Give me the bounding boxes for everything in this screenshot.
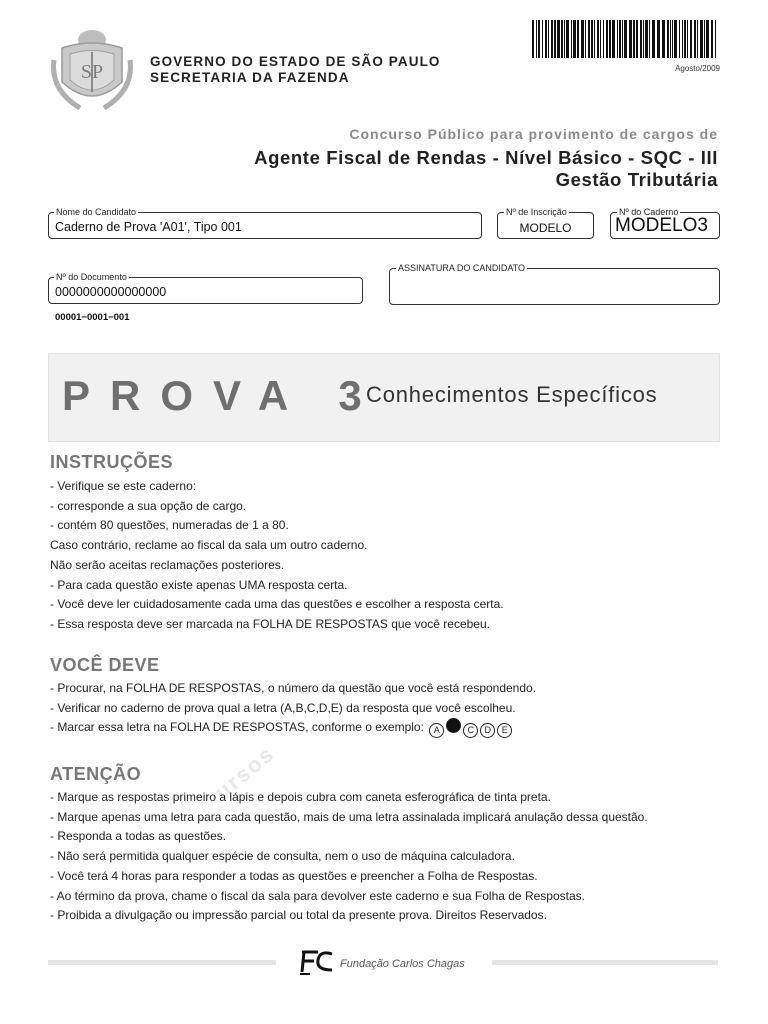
bubble-d-icon: D: [480, 723, 495, 738]
booklet-number-value: MODELO3: [615, 215, 708, 236]
list-item: - Responda a todas as questões.: [50, 829, 227, 844]
bubble-e-icon: E: [497, 723, 512, 738]
candidate-name-value: Caderno de Prova 'A01', Tipo 001: [55, 220, 242, 234]
list-item: - contém 80 questões, numeradas de 1 a 80.: [50, 518, 289, 533]
cargo-title: [254, 147, 718, 191]
list-item-example: [50, 718, 536, 738]
watermark-text: ursos: [209, 740, 280, 805]
fcc-name: Fundação Carlos Chagas: [340, 958, 465, 970]
instrucoes-list: [50, 477, 504, 635]
candidate-name-label: Nome do Candidato: [56, 207, 137, 217]
cargo-title-line2: Gestão Tributária: [555, 169, 718, 190]
voce-deve-heading: VOCÊ DEVE: [50, 655, 160, 675]
voce-deve-list: [50, 679, 536, 738]
booklet-number-field[interactable]: [610, 207, 720, 239]
secretaria-name: SECRETARIA DA FAZENDA: [150, 70, 350, 85]
government-header: [150, 54, 441, 86]
candidate-signature-label: ASSINATURA DO CANDIDATO: [398, 263, 526, 273]
prova-subtitle: Conhecimentos Específicos: [366, 382, 658, 407]
atencao-heading: ATENÇÃO: [50, 764, 142, 784]
footer-divider-right: [492, 960, 718, 965]
list-item: - Verificar no caderno de prova qual a letra (A,B,C,D,E) da resposta que você escolheu.: [50, 700, 516, 715]
fcc-logo-icon: [298, 948, 334, 976]
svg-text:SP: SP: [80, 61, 104, 83]
list-item: - Marque apenas uma letra para cada questão, mais de uma letra assinalada implicará anulação dessa questão.: [50, 809, 648, 824]
edition-date: Agosto/2009: [675, 64, 720, 73]
inscription-number-value: MODELO: [519, 221, 572, 235]
instrucoes-heading: INSTRUÇÕES: [50, 452, 174, 472]
bubble-b-filled-icon: [446, 718, 461, 733]
document-number-label: Nº do Documento: [56, 272, 127, 282]
document-number-field[interactable]: [48, 272, 363, 304]
sao-paulo-coat-of-arms-logo: [50, 20, 135, 115]
prova-title: PROVA 3: [62, 372, 382, 419]
list-item: - Verifique se este caderno:: [50, 479, 197, 493]
list-item: Não serão aceitas reclamações posteriores.: [50, 557, 285, 572]
list-item: - Você terá 4 horas para responder a todas as questões e preencher a Folha de Respostas.: [50, 868, 538, 883]
list-item: - Essa resposta deve ser marcada na FOLHA DE RESPOSTAS que você recebeu.: [50, 616, 490, 631]
booklet-code: 00001−0001−001: [55, 312, 130, 323]
inscription-number-label: Nº de Inscrição: [506, 207, 567, 217]
atencao-list: [50, 788, 648, 926]
booklet-number-label: Nº do Caderno: [619, 207, 679, 217]
footer-divider-left: [48, 960, 276, 965]
list-item: - Procurar, na FOLHA DE RESPOSTAS, o número da questão que você está respondendo.: [50, 681, 537, 695]
candidate-signature-field[interactable]: [389, 263, 720, 305]
example-text: - Marcar essa letra na FOLHA DE RESPOSTAS, conforme o exemplo:: [50, 720, 424, 735]
list-item: - Proibida a divulgação ou impressão parcial ou total da presente prova. Direitos Reservados.: [50, 908, 547, 923]
bubble-a-icon: A: [429, 723, 444, 738]
list-item: - Você deve ler cuidadosamente cada uma das questões e escolher a resposta certa.: [50, 597, 504, 612]
cargo-title-line1: Agente Fiscal de Rendas - Nível Básico - SQC - III: [254, 147, 718, 168]
document-number-value: 0000000000000000: [55, 285, 167, 299]
list-item: - corresponde a sua opção de cargo.: [50, 498, 247, 513]
bubble-c-icon: C: [463, 723, 478, 738]
list-item: Caso contrário, reclame ao fiscal da sala um outro caderno.: [50, 538, 368, 553]
list-item: - Não será permitida qualquer espécie de consulta, nem o uso de máquina calculadora.: [50, 849, 515, 864]
list-item: - Para cada questão existe apenas UMA resposta certa.: [50, 577, 348, 592]
list-item: - Ao término da prova, chame o fiscal da sala para devolver este caderno e sua Folha de Respostas.: [50, 888, 585, 903]
concurso-subtitle: Concurso Público para provimento de cargos de: [349, 126, 718, 142]
inscription-number-field[interactable]: [497, 207, 594, 239]
government-name: GOVERNO DO ESTADO DE SÃO PAULO: [150, 54, 441, 69]
candidate-name-field[interactable]: [48, 207, 482, 239]
barcode-image: [532, 20, 720, 58]
list-item: - Marque as respostas primeiro a lápis e depois cubra com caneta esferográfica de tinta preta.: [50, 790, 551, 804]
